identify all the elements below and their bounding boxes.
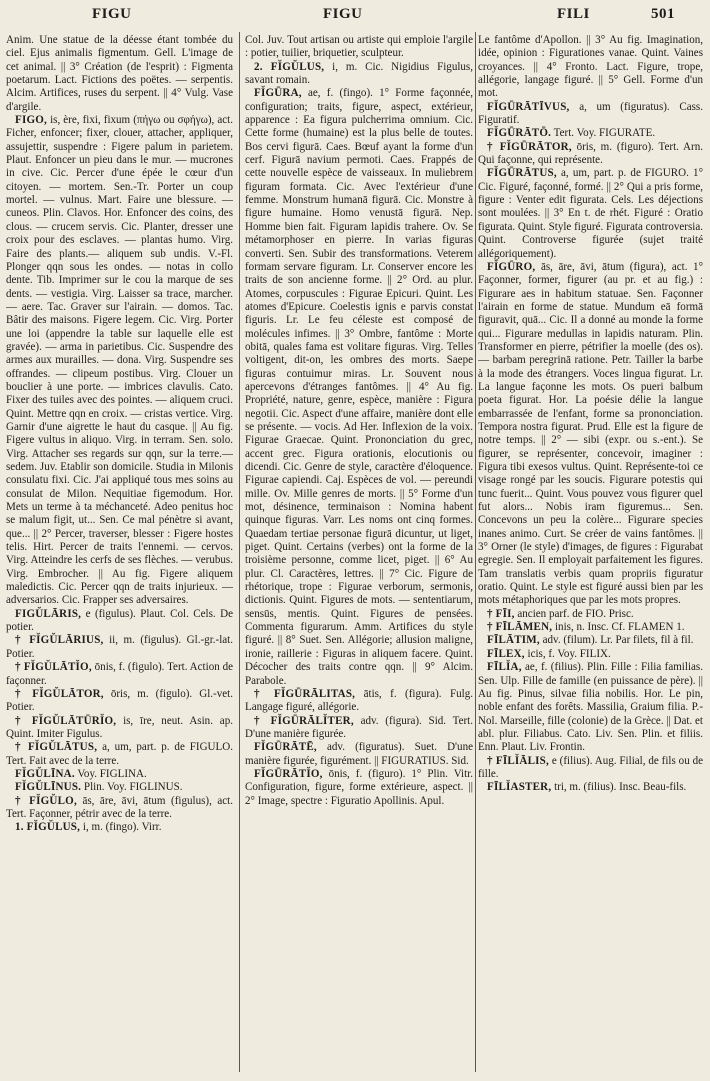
entry-headword: FĬGŬLĪNA. — [15, 767, 75, 780]
entry-headword: FĬGŪRĀTĬO, — [254, 767, 323, 780]
column-divider — [239, 32, 240, 1072]
entry-definition: e (filius). Aug. Filial, de fils ou de fille. — [478, 754, 703, 780]
entry-headword: † FĬGŬLĀTUS, — [15, 741, 98, 754]
text-column-right — [478, 34, 703, 1076]
entry-definition: ōnis, f. (figulo). Tert. Action de façonner. — [6, 661, 233, 687]
entry-definition: ātis, f. (figura). Fulg. Langage figuré, allégorie. — [245, 687, 473, 714]
entry-headword: FĪLĬA, — [487, 661, 522, 674]
dictionary-entry — [245, 688, 473, 715]
entry-headword: FĬGŪRĀTŌ. — [487, 127, 552, 140]
entry-definition: ōris, m. (figuro). Tert. Arn. Qui façonne, qui représente. — [478, 140, 703, 167]
entry-headword: † FĪLĬĀLIS, — [487, 754, 549, 767]
entry-definition: a, um, part. p. de FIGURO. 1° Cic. Figuré, façonné, formé. || 2° Qui a pris forme, figure : Venter edit figurata. Cels. Les déjections sont moulées. || 3° En t. de rhét. Figuré : Oratio figurata. Quint. Style figuré. Figurata controversia. Quint. Controverse figurée (sujet traité allégoriquement). — [478, 167, 703, 260]
entry-definition: e (figulus). Plaut. Col. Cels. De potier. — [6, 607, 233, 634]
entry-definition: tri, m. (filius). Insc. Beau-fils. — [554, 781, 687, 794]
entry-definition: a, um (figuratus). Cass. Figuratif. — [478, 100, 703, 127]
entry-headword: FIGO, — [15, 114, 47, 127]
running-head-center: FIGU — [323, 6, 363, 22]
dictionary-entry — [6, 795, 233, 822]
entry-definition: ae, f. (fingo). 1° Forme façonnée, configuration; traits, figure, aspect, extérieur, apparence : Ea figura pulcherrima omnium. Cic. Cette forme (humaine) est la plus belle de toutes. Bos cervi figurā. Caes. Bœuf ayant la forme d'un cerf. Figurā navium permoti. Caes. Frappés de cette nouvelle espèce de vaisseaux. In muliebrem figuram formata. Cic. Avec l'extérieur d'une femme. Monstrum humanā figurā. Cic. Monstre à figure humaine. Homo venustā figurā. Nep. Homme bien fait. Figuram lapidis trahere. Ov. Se métamorphoser en pierre. In varias figuras converti. Sen. Subir des transformations. Veterem formam servare figuram. Lr. Conserver encore les traits de son ancienne forme. || 2° Ord. au plur. Atomes, corpuscules : Figurae Epicuri. Quint. Les atomes d'Epicure. Coelestis ignis e parvis constat figuris. Lr. Le feu céleste est composé de molécules infimes. || 3° Ombre, fantôme : Morte obitā, quales fama est volitare figuras. Virg. Telles voltigent, dit-on, les ombres des morts. Saepe figuras contuimur miras. Lr. Souvent nous apercevons d'étranges fantômes. || 4° Au fig. Propriété, nature, genre, espèce, manière : Figura negotii. Cic. Aspect d'une affaire, manière dont elle se présente. — vocis. Ad Her. Inflexion de la voix. Figurae Graecae. Quint. Prononciation du grec, accent grec. Figura orationis, elocutionis ou dicendi. Cic. Genre de style, caractère d'éloquence. Figurae capiendi. Caj. Espèces de vol. — pereundi mille. Ov. Mille genres de morts. || 5° Forme d'un mot, désinence, terminaison : Nomina habent quinque figuras. Varr. Les noms ont cinq formes. Quaedam tertiae personae figurā dicuntur, ut liget, piget. Quint. Certains (verbes) ont la forme de la troisième personne, comme licet, piget. || 6° Au plur. Cl. Caractères, lettres. || 7° Cic. Figure de rhétorique, trope : Figurae verborum, sermonis, dictionis. Quint. Figures de mots. — sententiarum, sensūs, mentis. Quint. Figures de pensées. Commenta figurarum. Amm. Artifices du style figuré. || 8° Suet. Sen. Allégorie; allusion maligne, ironie, raillerie : Figuras in aliquem facere. Quint. Décocher des traits contre qqn. || 9° Alcim. Parabole. — [245, 87, 473, 687]
dictionary-entry — [6, 114, 233, 608]
dictionary-entry — [478, 648, 703, 661]
dictionary-entry — [245, 715, 473, 742]
dictionary-entry — [245, 741, 473, 768]
entry-definition: ōnis, f. (figuro). 1° Plin. Vitr. Configuration, figure, forme extérieure, aspect. || 2° Image, spectre : Figuratio Apollinis. Apul. — [245, 767, 473, 807]
entry-definition: is, īre, neut. Asin. ap. Quint. Imiter Figulus. — [6, 714, 233, 740]
entry-definition: ōris, m. (figulo). Gl.-vet. Potier. — [6, 687, 233, 714]
entry-headword: FĬGŪRA, — [254, 87, 302, 100]
dictionary-entry — [478, 127, 703, 140]
dictionary-entry — [478, 167, 703, 260]
dictionary-entry — [245, 768, 473, 808]
running-head-right: FILI — [557, 6, 590, 22]
dictionary-entry — [478, 755, 703, 782]
entry-headword: † FĬGŪRĀTOR, — [487, 140, 572, 153]
dictionary-entry — [6, 608, 233, 635]
dictionary-entry — [478, 661, 703, 754]
dictionary-entry — [478, 101, 703, 128]
entry-headword: † FĪI, — [487, 607, 515, 620]
entry-definition: Col. Juv. Tout artisan ou artiste qui emploie l'argile : potier, tuilier, briquetier, sculpteur. — [245, 34, 473, 60]
entry-definition: icis, f. Voy. FILIX. — [527, 647, 611, 660]
entry-definition: Le fantôme d'Apollon. || 3° Au fig. Imagination, idée, opinion : Figurationes vanae. Quint. Vaines croyances. || 4° Fronto. Lact. Figure, trope, allégorie, langage figuré. || 5° Gell. Forme d'un mot. — [478, 34, 703, 100]
entry-definition: i, m. (fingo). Virr. — [82, 821, 162, 834]
entry-definition: Plin. Voy. FIGLINUS. — [83, 781, 183, 794]
entry-headword: FĬGŬLĪNUS. — [15, 781, 82, 794]
text-column-middle — [245, 34, 473, 1076]
dictionary-entry — [6, 661, 233, 688]
dictionary-entry — [478, 621, 703, 634]
entry-headword: FĪLĬASTER, — [487, 781, 552, 794]
dictionary-entry — [478, 634, 703, 647]
entry-headword: 2. FĬGŬLUS, — [254, 60, 325, 73]
column-divider — [475, 32, 476, 1072]
entry-headword: FĬGŪRO, — [487, 260, 536, 273]
entry-headword: † FĬGŬLĀTŪRĬO, — [15, 714, 117, 727]
entry-definition: inis, n. Insc. Cf. FLAMEN 1. — [554, 621, 685, 634]
entry-definition: ās, āre, āvi, ātum (figulus), act. Tert. Façonner, pétrir avec de la terre. — [6, 794, 233, 820]
entry-headword: FĬGŪRĀTUS, — [487, 167, 557, 180]
entry-headword: † FĬGŬLĀTĬO, — [15, 661, 92, 674]
entry-definition: Voy. FIGLINA. — [77, 767, 147, 780]
dictionary-entry — [6, 715, 233, 742]
running-head-left: FIGU — [92, 6, 132, 22]
entry-definition: adv. (figuratus). Suet. D'une manière figurée, figurément. || FIGURATIUS. Sid. — [245, 741, 473, 767]
dictionary-entry — [245, 87, 473, 687]
entry-definition: i, m. Cic. Nigidius Figulus, savant romain. — [245, 60, 473, 87]
dictionary-entry — [478, 608, 703, 621]
dictionary-entry — [478, 141, 703, 168]
entry-headword: FĬGŪRĀTĒ, — [254, 741, 317, 754]
entry-headword: † FĬGŪRĀLĬTER, — [254, 714, 354, 727]
dictionary-entry — [6, 821, 233, 834]
dictionary-entry — [478, 781, 703, 794]
dictionary-entry — [478, 34, 703, 101]
entry-definition: a, um, part. p. de FIGULO. Tert. Fait avec de la terre. — [6, 741, 233, 767]
dictionary-entry — [6, 34, 233, 114]
entry-headword: † FĪLĀMEN, — [487, 621, 553, 634]
entry-headword: FĪLEX, — [487, 647, 525, 660]
entry-definition: adv. (filum). Lr. Par filets, fil à fil. — [542, 634, 694, 647]
dictionary-entry — [6, 781, 233, 794]
dictionary-entry — [245, 34, 473, 61]
entry-definition: ās, āre, āvi, ātum (figura), act. 1° Façonner, former, figurer (au pr. et au fig.) : Figurare aes in habitum statuae. Sen. Façonner l'airain en forme de statue. Mundum eā formā figuravit, quā... Cic. Il a donné au monde la forme qui... Figurare medullas in lapidis naturam. Plin. Transformer en pierre, pétrifier la moelle (des os). — barbam peregrinā ratione. Petr. Tailler la barbe à la mode des étrangers. Voces lingua figurat. Lr. La langue façonne les mots. Os pueri balbum poeta figurat. Hor. La poésie délie la langue embarrassée de l'enfant, forme sa prononciation. Tempora nostra figurat. Prud. Elle est la figure de notre temps. || 2° — sibi (expr. ou s.-ent.). Se figurer, se représenter, concevoir, imaginer : Figura tibi exesos vultus. Quint. Représente-toi ce visage rongé par les soucis. Figurare potestis qui tunc fuerit... Quint. Vous pouvez vous figurer quel fut alors... Nobis iram figuremus... Sen. Concevons un peu la colère... Figurare species inanes animo. Curt. Se créer de vains fantômes. || 3° Orner (le style) d'images, de figures : Figurabat egregie. Sen. Il employait parfaitement les figures. Tam translatis verbis quam propriis figuratur oratio. Quint. Le style est figuré aussi bien par les mots métaphoriques que par les mots propres. — [478, 260, 703, 607]
entry-definition: ii, m. (figulus). Gl.-gr.-lat. Potier. — [6, 634, 233, 660]
dictionary-entry — [6, 741, 233, 768]
entry-headword: FĬGŪRĀTĪVUS, — [487, 100, 570, 113]
entry-definition: ancien parf. de FIO. Prisc. — [517, 607, 634, 620]
dictionary-entry — [6, 688, 233, 715]
entry-headword: FĪLĀTIM, — [487, 634, 540, 647]
entry-headword: † FĬGŬLĀTOR, — [15, 687, 104, 700]
entry-headword: † FĬGŪRĀLITAS, — [254, 687, 356, 700]
entry-headword: † FĬGŬLO, — [15, 794, 77, 807]
entry-definition: adv. (figura). Sid. Tert. D'une manière figurée. — [245, 714, 473, 740]
text-column-left — [6, 34, 233, 1076]
dictionary-entry — [245, 61, 473, 88]
entry-headword: FIGŬLĀRIS, — [15, 607, 82, 620]
entry-headword: 1. FĬGŬLUS, — [15, 821, 81, 834]
entry-headword: † FĬGŬLĀRIUS, — [15, 634, 104, 647]
dictionary-entry — [6, 634, 233, 661]
entry-definition: Anim. Une statue de la déesse étant tombée du ciel. Ejus animalis figmentum. Gell. L'image de cet animal. || 3° Création (de l'esprit) : Figmenta poetarum. Lact. Fictions des poëtes. — serpentis. Alcim. Artifices, ruses du serpent. || 4° Vulg. Vase d'argile. — [6, 34, 233, 113]
dictionary-entry — [6, 768, 233, 781]
entry-definition: Tert. Voy. FIGURATE. — [553, 127, 656, 140]
page-number: 501 — [651, 6, 675, 22]
dictionary-entry — [478, 261, 703, 608]
entry-definition: is, ère, fixi, fixum (πήγω ou σφήγω), act. Ficher, enfoncer; fixer, clouer, attacher, appliquer, assujettir, suspendre : Figere palum in parietem. Plaut. Enfoncer un pieu dans le mur. — mucrones in cive. Cic. Percer d'une épée le cœur d'un citoyen. — mortem. Sen.-Tr. Porter un coup mortel. — vulnus. Mart. Faire une blessure. — cuneos. Plin. Clavos. Hor. Enfoncer des coins, des clous. — crucem servis. Cic. Planter, dresser une croix pour des esclaves. — plantas humo. Virg. Faire des plants.— aliquem sub undis. V.-Fl. Plonger qqn sous les ondes. — notas in collo dente. Tib. Imprimer sur le cou la marque de ses dents. — vestigia. Virg. Laisser sa trace, marcher. — aere. Tac. Graver sur l'airain. — domos. Tac. Bâtir des maisons. Figere legem. Cic. Virg. Porter une loi (appendre la table sur laquelle elle est gravée). — arma in parietibus. Cic. Suspendre des armes aux murailles. — dona. Virg. Suspendre ses offrandes. — clipeum postibus. Virg. Clouer un bouclier à une porte. — imbrices clavulis. Cato. Fixer des tuiles avec des pointes. — aliquem cruci. Quint. Mettre qqn en croix. — cristas vertice. Virg. Garnir d'une aigrette le haut du casque. || Au fig. Figere vultus in aliquo. Virg. in terram. Sen. solo. Virg. Attacher ses regards sur qqn, sur la terre.— sedem. Juv. Etablir son domicile. Studia in Milonis consulatu fixi. Cic. J'ai appliqué tous mes soins au consulat de Milon. Nequitiae figemodum. Hor. Mets un terme à ta méchanceté. Adeo penitus hoc se malum figit, ut... Sen. Ce mal pénètre si avant, que... || 2° Percer, traverser, blesser : Figere hostes telis. Hirt. Percer de traits l'ennemi. — cervos. Virg. Atteindre les cerfs de ses flèches. — verubus. Virg. Embrocher. || Au fig. Figere aliquem maledictis. Cic. Percer qqn de traits injurieux. — adversarios. Cic. Frapper ses adversaires. — [6, 114, 233, 607]
entry-definition: ae, f. (filius). Plin. Fille : Filia familias. Sen. Ulp. Fille de famille (en puissance de père). || Au fig. Pinus, silvae filia nobilis. Hor. Le pin, noble enfant des forêts. Massilia, Graium filia. P.-Nol. Marseille, fille (colonie) de la Grèce. || Dat. et abl. plur. Filiabus. Cato. Liv. Sen. Plin. et filiis. Enn. Plaut. Liv. Frontin. — [478, 661, 703, 754]
